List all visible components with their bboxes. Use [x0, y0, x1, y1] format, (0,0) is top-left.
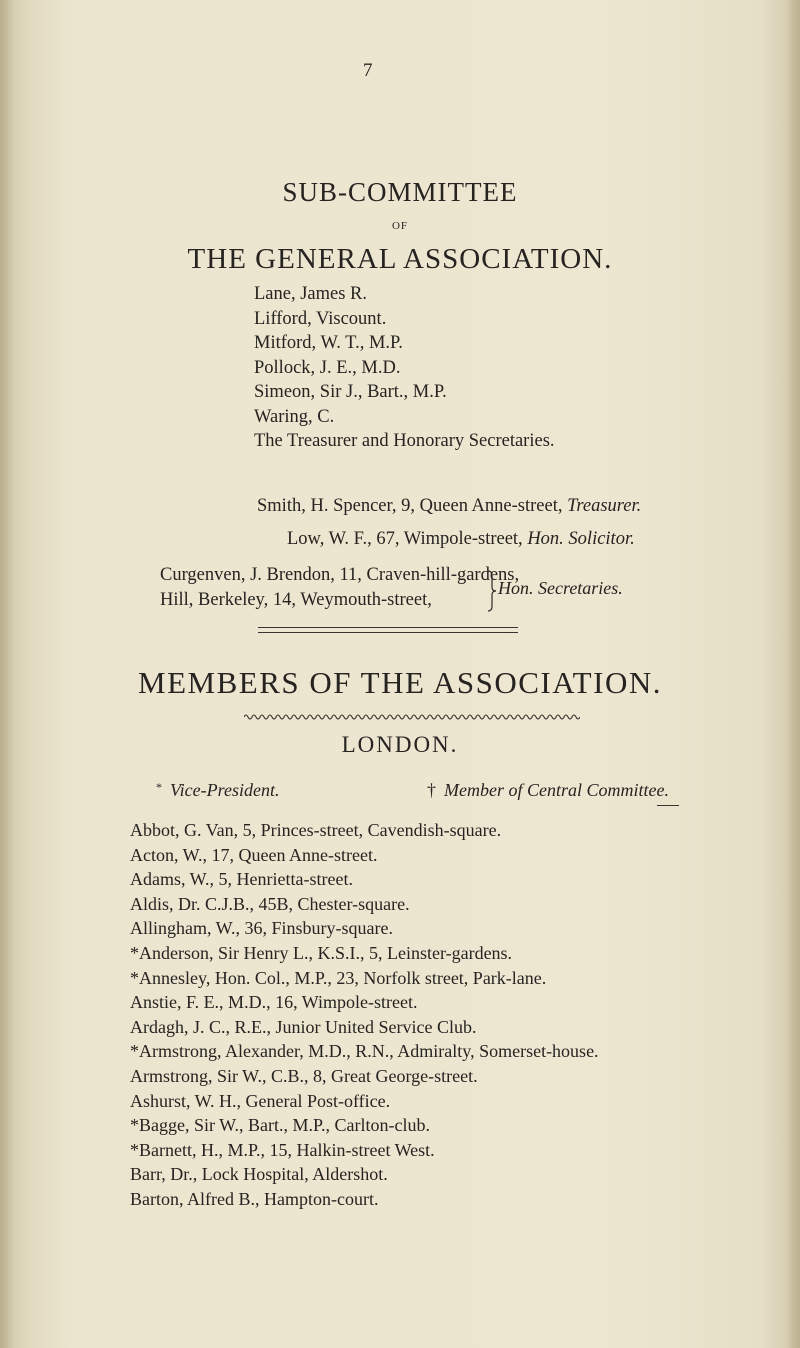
- list-item: Allingham, W., 36, Finsbury-square.: [130, 918, 393, 939]
- list-item: Mitford, W. T., M.P.: [254, 333, 403, 353]
- divider: [258, 627, 518, 628]
- list-item: *Barnett, H., M.P., 15, Halkin-street West.: [130, 1139, 435, 1160]
- list-item: *Bagge, Sir W., Bart., M.P., Carlton-club.: [130, 1115, 430, 1136]
- list-item: Abbot, G. Van, 5, Princes-street, Cavendish-square.: [130, 820, 502, 840]
- list-item: Armstrong, Sir W., C.B., 8, Great George-street.: [130, 1065, 478, 1086]
- asterisk-icon: *: [156, 780, 162, 794]
- dagger-icon: †: [427, 780, 436, 800]
- list-item: Simeon, Sir J., Bart., M.P.: [254, 382, 447, 402]
- brace-icon: [487, 570, 497, 612]
- subcommittee-title: SUB-COMMITTEE: [282, 177, 518, 207]
- subcommittee-of: OF: [391, 220, 409, 232]
- list-item: Anstie, F. E., M.D., 16, Wimpole-street.: [130, 992, 418, 1013]
- subcommittee-list: [254, 282, 555, 454]
- secretary-line: Hill, Berkeley, 14, Weymouth-street,: [160, 590, 432, 610]
- list-item: Barton, Alfred B., Hampton-court.: [130, 1188, 379, 1209]
- treasurer-name: Smith, H. Spencer, 9, Queen Anne-street,: [257, 496, 563, 516]
- secretaries-role: Hon. Secretaries.: [498, 578, 623, 598]
- secretary-line: Curgenven, J. Brendon, 11, Craven-hill-gardens,: [160, 565, 520, 585]
- wavy-divider: [244, 712, 580, 722]
- members-title: MEMBERS OF THE ASSOCIATION.: [138, 665, 662, 700]
- solicitor-name: Low, W. F., 67, Wimpole-street,: [287, 529, 523, 549]
- section-heading: LONDON.: [341, 732, 459, 757]
- list-item: Lifford, Viscount.: [254, 308, 387, 329]
- solicitor-role: Hon. Solicitor.: [527, 529, 635, 549]
- treasurer-role: Treasurer.: [567, 496, 642, 516]
- solicitor-line: [287, 529, 635, 550]
- list-item: The Treasurer and Honorary Secretaries.: [254, 431, 555, 451]
- list-item: Aldis, Dr. C.J.B., 45B, Chester-square.: [130, 893, 410, 914]
- members-list: [130, 818, 599, 1212]
- list-item: Adams, W., 5, Henrietta-street.: [130, 869, 353, 890]
- page-number: 7: [363, 60, 373, 81]
- list-item: Waring, C.: [254, 406, 335, 427]
- list-item: Barr, Dr., Lock Hospital, Aldershot.: [130, 1164, 388, 1185]
- treasurer-line: [257, 496, 641, 517]
- list-item: Acton, W., 17, Queen Anne-street.: [130, 844, 378, 865]
- list-item: Ardagh, J. C., R.E., Junior United Service Club.: [130, 1016, 477, 1037]
- legend-central-committee: † Member of Central Committee.: [427, 780, 669, 800]
- list-item: *Armstrong, Alexander, M.D., R.N., Admiralty, Somerset-house.: [130, 1041, 599, 1062]
- legend-vice-president: * Vice-President.: [156, 780, 280, 800]
- list-item: *Anderson, Sir Henry L., K.S.I., 5, Leinster-gardens.: [130, 942, 513, 963]
- list-item: Pollock, J. E., M.D.: [254, 357, 401, 378]
- list-item: Lane, James R.: [254, 284, 368, 304]
- divider: [258, 632, 518, 633]
- list-item: Ashurst, W. H., General Post-office.: [130, 1090, 391, 1111]
- list-item: *Annesley, Hon. Col., M.P., 23, Norfolk street, Park-lane.: [130, 967, 547, 988]
- divider: [657, 805, 679, 806]
- general-association-title: THE GENERAL ASSOCIATION.: [187, 243, 613, 275]
